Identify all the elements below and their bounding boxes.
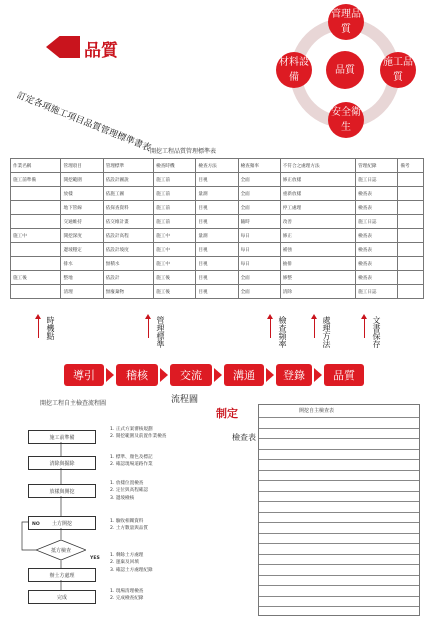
form-row [259, 417, 419, 428]
table-cell: 全面 [238, 187, 280, 201]
table-cell [398, 257, 424, 271]
flow-note: 1. 標準、顏色及標記 2. 確認現場道路作業 [110, 455, 153, 468]
table-cell: 目視 [196, 257, 238, 271]
table-cell: 施工中 [154, 229, 196, 243]
flow-note: 1. 放樣位置檢查 2. 定位與高程確認 3. 邊坡檢核 [110, 481, 149, 501]
callout-standard: 管理標準 [156, 316, 165, 348]
table-cell [11, 257, 61, 271]
callout-timing: 時機點 [46, 316, 55, 340]
table-cell: 量測 [196, 187, 238, 201]
flowchart-title: 開挖工程自主檢查流程圖 [40, 400, 107, 407]
form-row [259, 470, 419, 481]
flow-chevron-icon [160, 368, 168, 382]
table-header-cell: 不符合之處理方法 [280, 159, 355, 173]
table-header-cell: 作業名稱 [11, 159, 61, 173]
form-row [259, 585, 419, 596]
table-cell: 檢查表 [356, 271, 398, 285]
flow-box: 清除與掘除 [28, 456, 96, 470]
table-cell [11, 285, 61, 299]
flow-step-audit: 稽核 [116, 364, 158, 386]
table-row [11, 257, 424, 271]
callout-arrow [148, 318, 149, 338]
flow-note: 1. 剩餘土方處理 2. 運棄及回填 3. 確認土方處理紀錄 [110, 553, 153, 573]
flow-step-guide: 導引 [64, 364, 104, 386]
page-title: 品質 [84, 41, 118, 61]
table-cell: 檢查表 [356, 243, 398, 257]
form-row [259, 459, 419, 470]
flow-chevron-icon [266, 368, 274, 382]
table-cell: 施工前 [154, 215, 196, 229]
table-cell: 開挖深度 [61, 229, 103, 243]
quality-standard-table [10, 158, 424, 299]
table-cell: 修整 [280, 271, 355, 285]
table-cell: 目視 [196, 271, 238, 285]
form-row [259, 428, 419, 439]
table-cell [11, 215, 61, 229]
table-cell [11, 201, 61, 215]
cycle-node-construction: 施工品質 [380, 52, 416, 88]
form-row [259, 449, 419, 460]
table-cell [398, 229, 424, 243]
table-cell [398, 173, 424, 187]
table-cell: 依設計坡度 [103, 243, 153, 257]
table-row [11, 285, 424, 299]
label-define: 制定 [216, 407, 238, 420]
table-cell: 全面 [238, 201, 280, 215]
table-cell: 檢查表 [356, 229, 398, 243]
table-cell [11, 187, 61, 201]
flow-box: 辦土方處理 [28, 568, 96, 582]
table-cell: 施工前準備 [11, 173, 61, 187]
table-cell: 施工中 [154, 257, 196, 271]
table-cell [398, 243, 424, 257]
checklist-form-doc [258, 404, 420, 616]
form-row [259, 501, 419, 512]
flow-chevron-icon [214, 368, 222, 382]
table-cell: 檢查表 [356, 187, 398, 201]
callout-frequency: 檢查頻率 [278, 316, 287, 348]
table-cell: 重新放樣 [280, 187, 355, 201]
table-cell: 施工前 [154, 201, 196, 215]
table-cell: 改善 [280, 215, 355, 229]
table-header-cell: 檢查方法 [196, 159, 238, 173]
callout-method: 處理方法 [322, 316, 331, 348]
table-cell: 每日 [238, 243, 280, 257]
table-cell: 邊坡穩定 [61, 243, 103, 257]
inspection-flowchart-doc [18, 398, 258, 612]
table-cell: 施工日誌 [356, 173, 398, 187]
table-header-cell: 備考 [398, 159, 424, 173]
table-cell: 地下管線 [61, 201, 103, 215]
table-cell: 依設計 [103, 271, 153, 285]
callout-arrow [364, 318, 365, 338]
table-cell [398, 201, 424, 215]
table-cell: 施工後 [11, 271, 61, 285]
form-row [259, 533, 419, 544]
flow-step-register: 登錄 [276, 364, 312, 386]
table-cell [398, 187, 424, 201]
form-row [259, 543, 419, 554]
table-header-cell: 管理項目 [61, 159, 103, 173]
flow-box: 完成 [28, 590, 96, 604]
quality-standard-table-doc [10, 146, 424, 302]
table-cell: 修正 [280, 229, 355, 243]
title-accent-icon [46, 36, 80, 58]
table-cell: 交通維持 [61, 215, 103, 229]
flow-note: 1. 驗收相關資料 2. 土方數量與品質 [110, 519, 149, 532]
form-row [259, 575, 419, 586]
table-header-cell: 管理紀錄 [356, 159, 398, 173]
table-cell: 每日 [238, 257, 280, 271]
form-row [259, 554, 419, 565]
table-cell: 開挖範圍 [61, 173, 103, 187]
table-cell: 量測 [196, 229, 238, 243]
form-row [259, 522, 419, 533]
table-cell: 施工前 [154, 173, 196, 187]
table-header-cell: 檢查頻率 [238, 159, 280, 173]
table-cell [398, 271, 424, 285]
flow-note: 1. 現場清理檢查 2. 完成檢查紀錄 [110, 589, 144, 602]
table-row [11, 173, 424, 187]
table-cell: 依設計圖說 [103, 173, 153, 187]
table-header-cell: 檢查時機 [154, 159, 196, 173]
table-cell: 依施工圖 [103, 187, 153, 201]
table-cell: 目視 [196, 285, 238, 299]
form-row [259, 512, 419, 523]
table-cell: 依交維計畫 [103, 215, 153, 229]
table-cell: 排水 [61, 257, 103, 271]
form-row [259, 564, 419, 575]
table-cell: 無積水 [103, 257, 153, 271]
table-cell: 全面 [238, 271, 280, 285]
slant-caption: 訂定各項施工項目品質管理標準書表 [15, 90, 153, 155]
flow-step-quality: 品質 [324, 364, 364, 386]
cycle-node-management: 管理品質 [328, 4, 364, 40]
table-cell: 補強 [280, 243, 355, 257]
decision-no: NO [32, 522, 40, 527]
decision-label: 抵方檢查 [50, 547, 71, 554]
table-cell: 清理 [61, 285, 103, 299]
table-cell: 施工後 [154, 271, 196, 285]
flow-step-communicate: 溝通 [224, 364, 264, 386]
table-cell: 整地 [61, 271, 103, 285]
form-title: 開挖自主檢查表 [299, 408, 335, 414]
table-cell: 施工日誌 [356, 215, 398, 229]
callout-arrow [270, 318, 271, 338]
table-cell: 目視 [196, 243, 238, 257]
table-cell: 清除 [280, 285, 355, 299]
table-cell: 施工中 [154, 243, 196, 257]
table-row [11, 201, 424, 215]
flow-step-exchange: 交流 [170, 364, 212, 386]
form-row [259, 491, 419, 502]
table-cell: 施工前 [154, 187, 196, 201]
flow-note: 1. 正式方案審核規劃 2. 開挖範圍及前置作業檢查 [110, 427, 167, 440]
flow-box: 土方開挖 [28, 516, 96, 530]
table-cell [11, 243, 61, 257]
table-cell: 修正放樣 [280, 173, 355, 187]
table-cell: 檢查表 [356, 257, 398, 271]
flow-box: 放樣與開挖 [28, 484, 96, 498]
table-cell: 每日 [238, 229, 280, 243]
table-cell: 抽排 [280, 257, 355, 271]
cycle-node-safety: 安全衛生 [328, 102, 364, 138]
table-cell [398, 285, 424, 299]
table-cell: 全面 [238, 285, 280, 299]
table-doc-title: 開挖工程品質管理標準表 [150, 148, 217, 155]
cycle-node-center: 品質 [326, 51, 364, 89]
form-row [259, 606, 419, 617]
flow-connectors [18, 398, 108, 612]
decision-yes: YES [90, 556, 100, 561]
callout-arrow [314, 318, 315, 338]
flow-chevron-icon [106, 368, 114, 382]
table-row [11, 215, 424, 229]
table-row [11, 229, 424, 243]
table-header-cell: 管理標準 [103, 159, 153, 173]
table-row [11, 187, 424, 201]
table-cell: 停工處理 [280, 201, 355, 215]
table-cell: 隨時 [238, 215, 280, 229]
form-row [259, 596, 419, 607]
label-flowchart: 流程圖 [171, 395, 199, 405]
table-cell: 依探查資料 [103, 201, 153, 215]
form-row [259, 480, 419, 491]
table-cell: 全面 [238, 173, 280, 187]
flow-box: 施工前準備 [28, 430, 96, 444]
table-cell: 依設計高程 [103, 229, 153, 243]
table-header-row [11, 159, 424, 173]
table-row [11, 271, 424, 285]
table-cell: 施工後 [154, 285, 196, 299]
label-checklist: 檢查表 [232, 433, 256, 442]
table-cell [398, 215, 424, 229]
flow-chevron-icon [314, 368, 322, 382]
table-cell: 目視 [196, 173, 238, 187]
callout-archive: 文書保存 [372, 316, 381, 348]
table-cell: 無廢棄物 [103, 285, 153, 299]
table-cell: 放樣 [61, 187, 103, 201]
table-body [11, 173, 424, 299]
cycle-node-materials: 材料設備 [276, 52, 312, 88]
table-cell: 目視 [196, 215, 238, 229]
callout-arrow [38, 318, 39, 338]
table-cell: 目視 [196, 201, 238, 215]
table-row [11, 243, 424, 257]
table-cell: 檢查表 [356, 201, 398, 215]
form-row [259, 438, 419, 449]
table-cell: 施工日誌 [356, 285, 398, 299]
table-cell: 施工中 [11, 229, 61, 243]
